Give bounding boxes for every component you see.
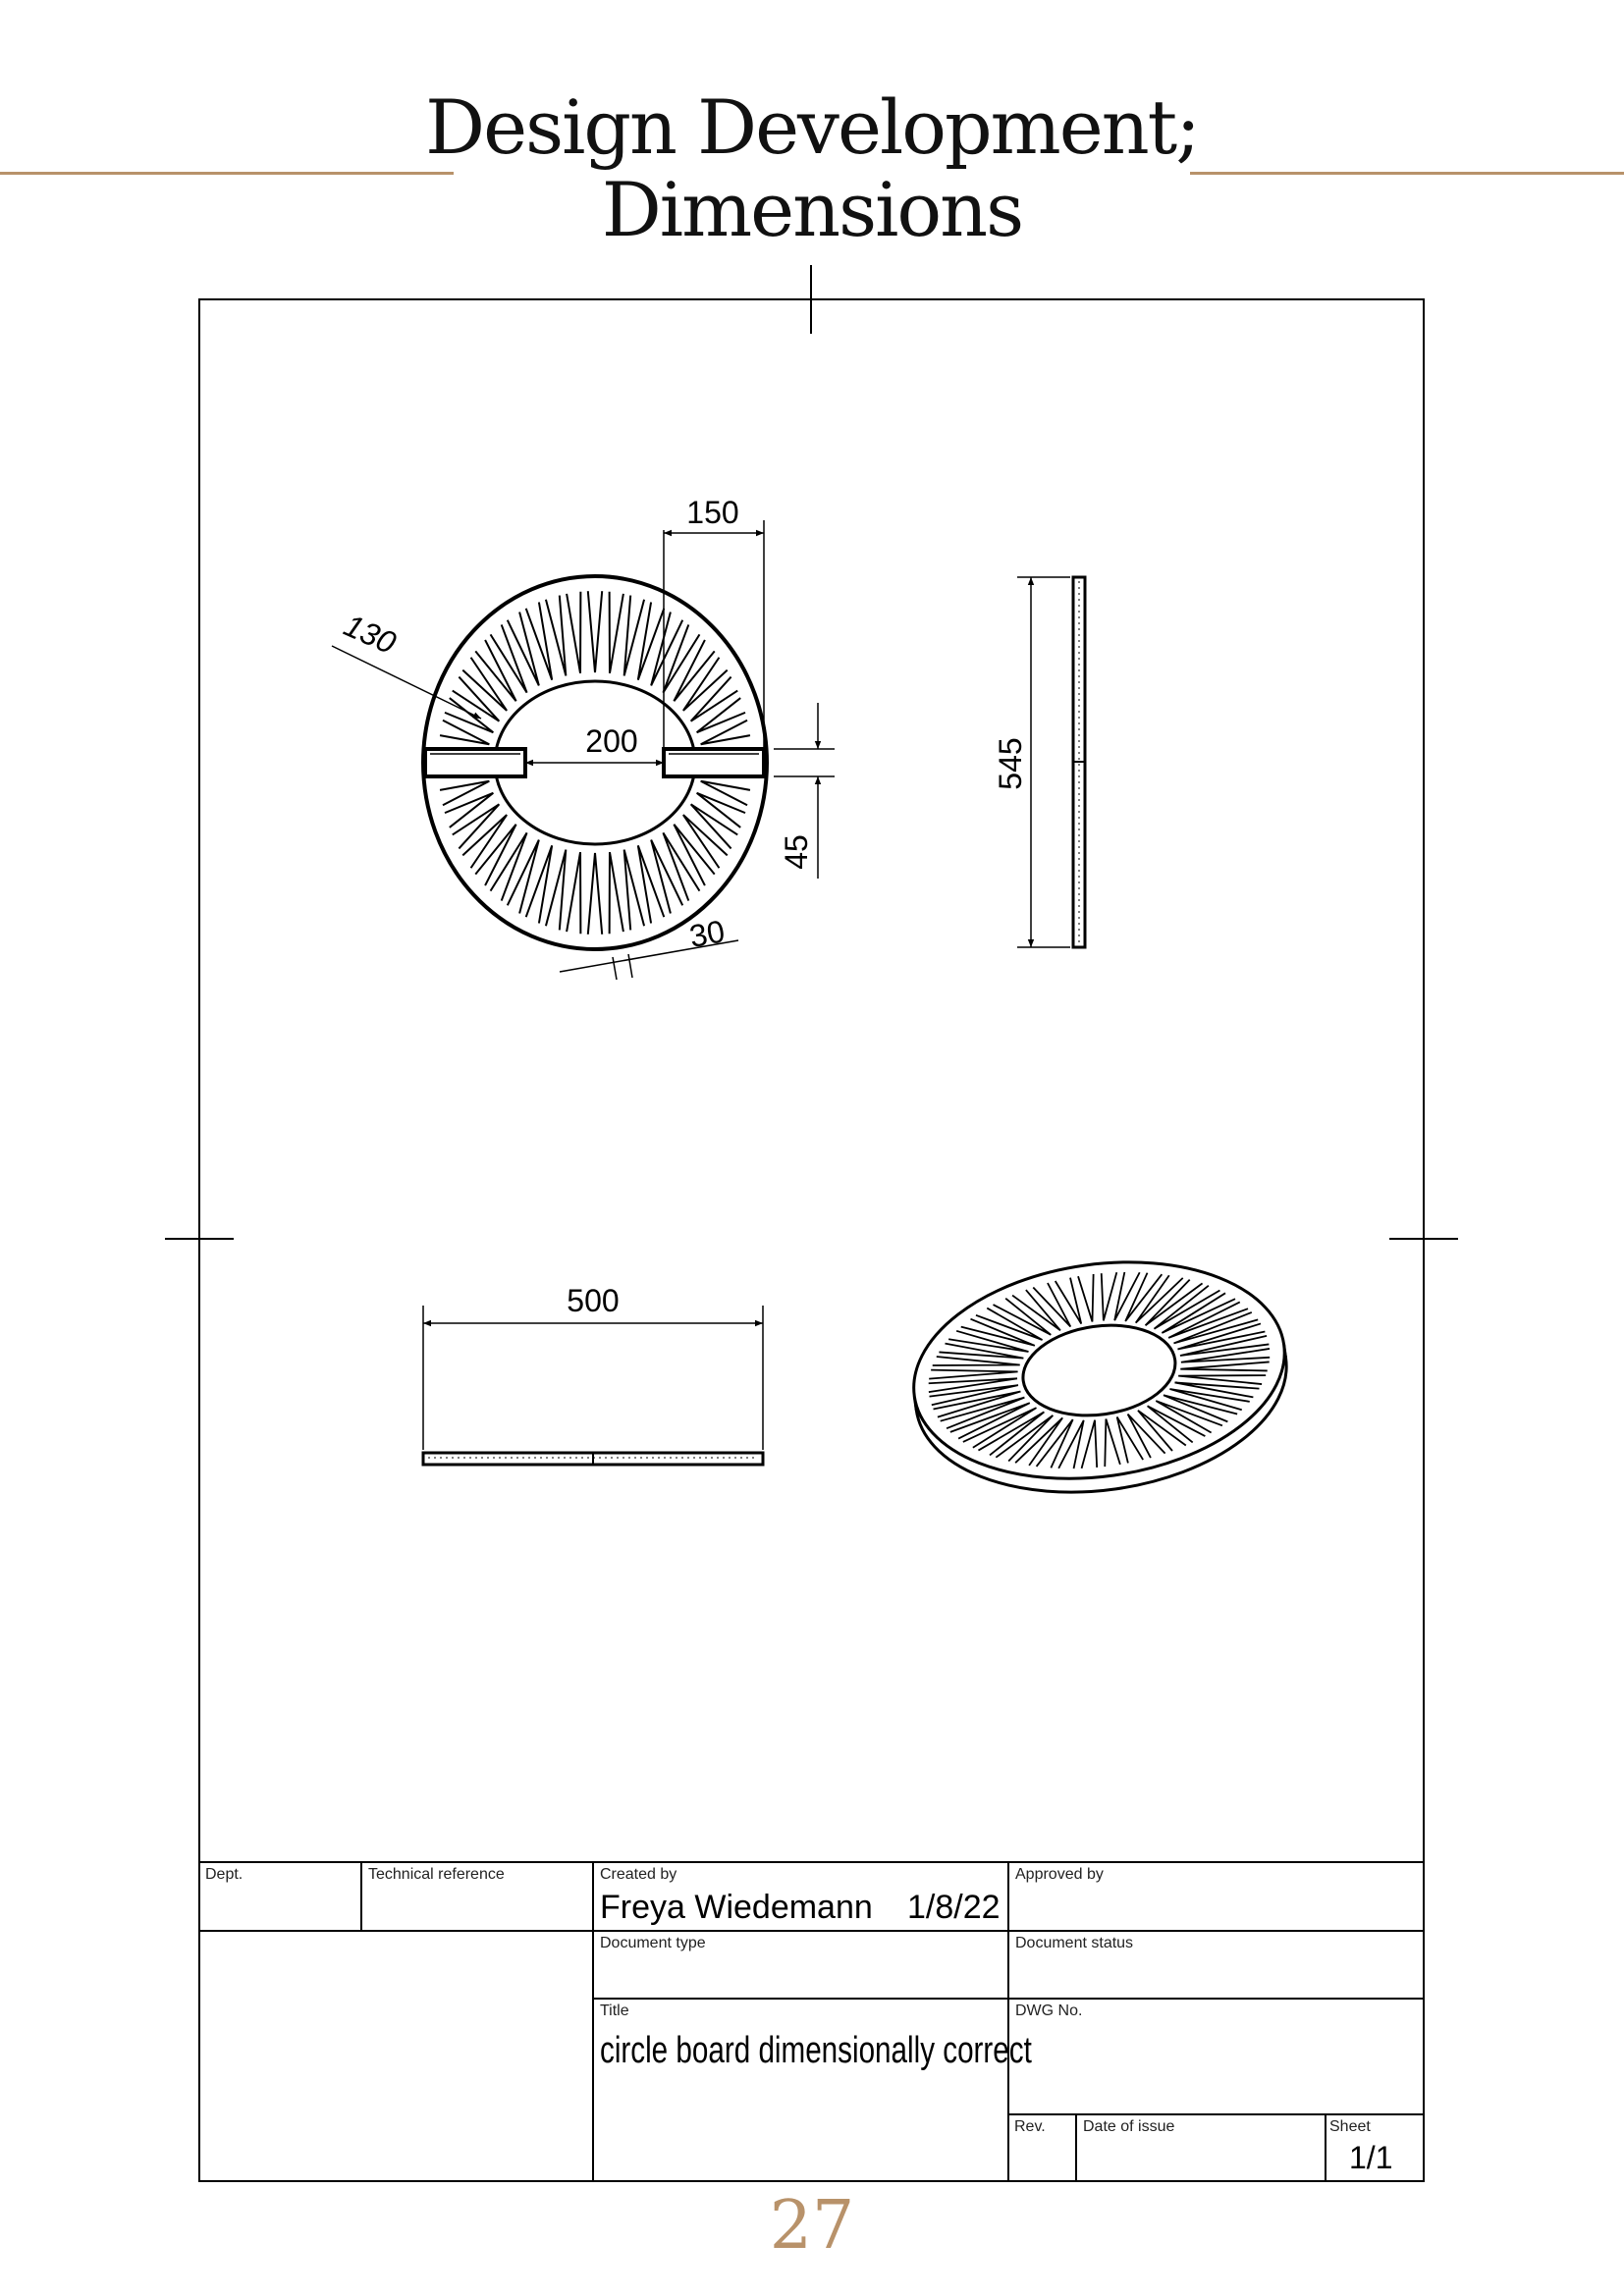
spoke-line — [567, 852, 580, 934]
spoke-line — [663, 832, 699, 900]
document-status-label: Document status — [1015, 1935, 1134, 1951]
spoke-line — [610, 852, 623, 934]
created-by-value: Freya Wiedemann — [600, 1889, 873, 1926]
spoke-line — [651, 613, 682, 686]
spoke-line — [508, 840, 539, 914]
dim-500: 500 — [567, 1283, 620, 1318]
created-by-label: Created by — [600, 1866, 677, 1883]
dim-30: 30 — [686, 913, 728, 954]
spoke-line — [691, 804, 738, 848]
spoke-line — [445, 793, 493, 828]
spoke-line — [697, 793, 745, 828]
page-number: 27 — [769, 2187, 855, 2265]
spoke-line — [691, 677, 738, 721]
spoke-line — [663, 624, 699, 692]
page-title-line1: Design Development; — [425, 83, 1199, 171]
right-slot — [664, 749, 764, 776]
spoke-line — [588, 853, 602, 934]
spoke-line — [491, 624, 527, 692]
dim-45: 45 — [779, 834, 814, 870]
created-date: 1/8/22 — [907, 1889, 1001, 1926]
date-of-issue-label: Date of issue — [1083, 2118, 1175, 2135]
spoke-line — [588, 591, 602, 672]
sheet-label: Sheet — [1329, 2118, 1371, 2135]
spoke-line — [453, 677, 500, 721]
spoke-line — [445, 698, 493, 732]
isometric-view — [899, 1240, 1300, 1516]
dim-545: 545 — [993, 737, 1028, 790]
document-type-label: Document type — [600, 1935, 706, 1951]
rev-label: Rev. — [1014, 2118, 1046, 2135]
front-view — [423, 1306, 763, 1465]
dim-130: 130 — [339, 607, 402, 662]
spoke-line — [508, 613, 539, 686]
dim-150: 150 — [686, 495, 739, 530]
spoke-line — [453, 804, 500, 848]
title-label: Title — [600, 2002, 629, 2019]
technical-reference-label: Technical reference — [368, 1866, 505, 1883]
spoke-line — [697, 698, 745, 732]
approved-by-label: Approved by — [1015, 1866, 1104, 1883]
left-slot — [425, 749, 525, 776]
dwg-no-label: DWG No. — [1015, 2002, 1083, 2019]
sheet-value: 1/1 — [1349, 2140, 1393, 2175]
page-title-line2: Dimensions — [601, 166, 1023, 253]
dim-200: 200 — [585, 723, 638, 759]
spoke-line — [651, 840, 682, 914]
dept-label: Dept. — [205, 1866, 244, 1883]
spoke-line — [567, 592, 580, 673]
spoke-line — [610, 592, 623, 673]
title-value: circle board dimensionally correct — [600, 2030, 1032, 2071]
spoke-line — [491, 832, 527, 900]
